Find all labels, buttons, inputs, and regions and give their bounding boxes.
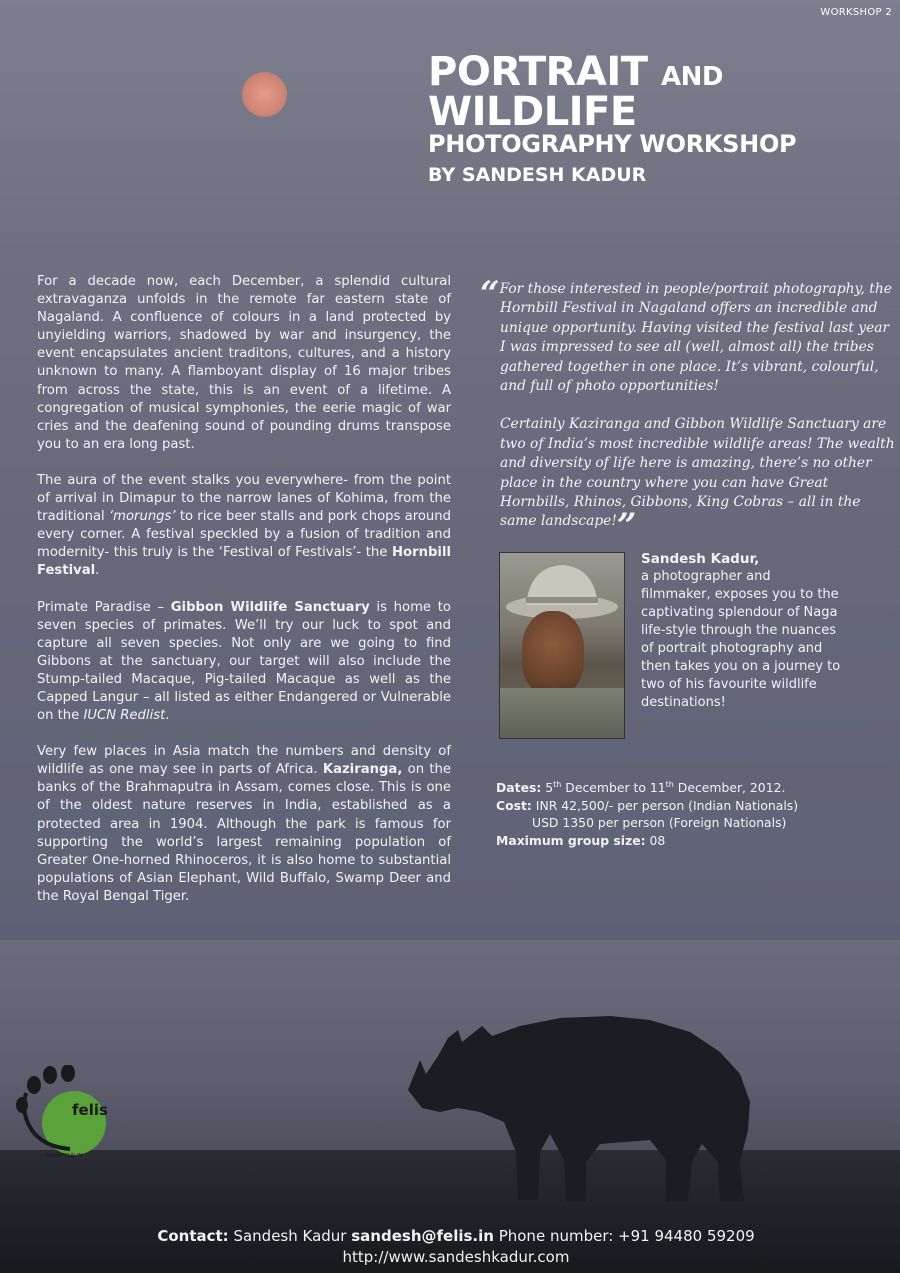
text-strong: Kaziranga, — [322, 762, 403, 778]
title-word-and: AND — [660, 62, 723, 92]
portrait-photo — [499, 552, 625, 739]
felis-logo — [12, 1065, 130, 1165]
author-bio — [641, 550, 841, 712]
cost-line — [496, 797, 798, 815]
cost-inr: INR 42,500/- per person (Indian Nationals) — [531, 797, 799, 813]
quote-paragraph — [480, 274, 895, 396]
text-run: to rice beer stalls and pork chops around every corner. A festival speckled by a fusion of tradition and modernity- this truly is the ‘Festival of Festivals’- the — [37, 509, 451, 561]
face-shape — [522, 611, 584, 695]
quote-text: For those interested in people/portrait photography, the Hornbill Festival in Nagaland offers an incredible and unique opportunity. Having visited the festival last year I was impressed to see all (well, almost all) the tribes gathered together in one place. It’s vibrant, colourful, and full of photo opportunities! — [499, 281, 892, 395]
article-paragraph — [37, 743, 451, 906]
title-word-portrait: PORTRAIT — [428, 49, 648, 95]
article-body — [37, 273, 451, 924]
text-run: 5 — [541, 780, 554, 796]
dates-label: Dates: — [496, 780, 542, 796]
shirt-shape — [500, 688, 624, 739]
contact-email-link[interactable]: sandesh@felis.in — [351, 1227, 494, 1245]
contact-line — [0, 1226, 900, 1247]
article-paragraph — [37, 599, 451, 726]
close-quote-mark: ” — [616, 506, 637, 547]
text-strong: Gibbon Wildlife Sanctuary — [170, 599, 370, 615]
contact-label: Contact: — [157, 1227, 229, 1245]
author-name: Sandesh Kadur, — [641, 551, 760, 567]
quote-paragraph — [500, 415, 895, 547]
text-run: . — [165, 708, 170, 724]
text-strong: Hornbill Festival — [37, 545, 451, 579]
title-word-wildlife: WILDLIFE — [428, 89, 637, 135]
logo-url: WWW.FELIS.IN — [46, 1153, 83, 1159]
text-sup: th — [665, 780, 674, 789]
text-run: December to 11 — [561, 780, 666, 796]
text-run: The aura of the event stalks you everywhere- from the point of arrival in Dimapur to the narrow lanes of Kohima, from the traditional — [37, 472, 451, 525]
article-paragraph — [37, 472, 451, 581]
text-run: Primate Paradise – — [37, 599, 171, 615]
page-title — [428, 49, 900, 186]
logo-name: felis — [72, 1101, 108, 1119]
text-emphasis: IUCN Redlist — [83, 708, 166, 724]
testimonial-quote — [480, 274, 895, 551]
cost-line-2: USD 1350 per person (Foreign Nationals) — [532, 815, 787, 831]
rhino-silhouette — [400, 1012, 760, 1207]
text-run: . — [95, 563, 100, 579]
text-sup: th — [553, 780, 562, 789]
text-run: Very few places in Asia match the numbers and density of wildlife as one may see in parts of Africa. — [37, 744, 451, 778]
title-subtitle: PHOTOGRAPHY WORKSHOP — [428, 130, 797, 158]
title-line-1 — [428, 49, 900, 135]
workshop-tag: WORKSHOP 2 — [820, 7, 892, 18]
workshop-details — [496, 776, 798, 849]
title-byline: BY SANDESH KADUR — [428, 164, 647, 186]
text-emphasis: ‘morungs’ — [108, 509, 176, 525]
text-run: is home to seven species of primates. We’ll try our luck to spot and capture all seven species. Not only are we going to find Gibbons at the sanctuary, our target will also include the Stump-tailed Macaque, Pig-tailed Macaque as well as the Capped Langur – all listed as either Endangered or Vulnerable on the — [37, 599, 451, 724]
text-run: December, 2012. — [673, 780, 786, 796]
contact-website-link[interactable]: http://www.sandeshkadur.com — [342, 1248, 570, 1266]
contact-phone: Phone number: +91 94480 59209 — [493, 1227, 755, 1245]
article-paragraph: For a decade now, each December, a splendid cultural extravaganza unfolds in the remote far eastern state of Nagaland. A confluence of colours in a land protected by unyielding warriors, shadowed by war and insurgency, the event encapsulates ancient traditons, cultures, and a history unknown to many. A flamboyant display of 16 major tribes from across the state, this is an event of a lifetime. A congregation of musical symphonies, the eerie magic of war cries and the deafening sound of pounding drums transpose you to an era long past. — [37, 274, 451, 452]
sun-image — [242, 72, 287, 117]
group-size-label: Maximum group size: — [496, 832, 646, 848]
group-size-value: 08 — [645, 832, 666, 848]
author-description: a photographer and filmmaker, exposes you to the captivating splendour of Naga life-style through the nuances of portrait photography and then takes you on a journey to two of his favourite wildlife destinations! — [641, 569, 841, 710]
contact-footer — [0, 1226, 900, 1268]
cost-label: Cost: — [496, 797, 532, 813]
quote-text: Certainly Kaziranga and Gibbon Wildlife Sanctuary are two of India’s most incredible wildlife areas! The wealth and diversity of life here is amazing, there’s no other place in the country where you can have Great Hornbills, Rhinos, Gibbons, King Cobras – all in the same landscape! — [500, 416, 895, 530]
dates-line — [496, 776, 798, 797]
contact-name: Sandesh Kadur — [228, 1227, 352, 1245]
text-run: on the banks of the Brahmaputra in Assam, comes close. This is one of the oldest nature reserves in India, established as a protected area in 1904. Although the park is famous for supporting the world’s largest remaining population of Greater One-horned Rhinoceros, it is also home to substantial populations of Asian Elephant, Wild Buffalo, Swamp Deer and the Royal Bengal Tiger. — [37, 762, 451, 904]
open-quote-mark: “ — [480, 274, 500, 314]
group-size-line — [496, 832, 798, 850]
